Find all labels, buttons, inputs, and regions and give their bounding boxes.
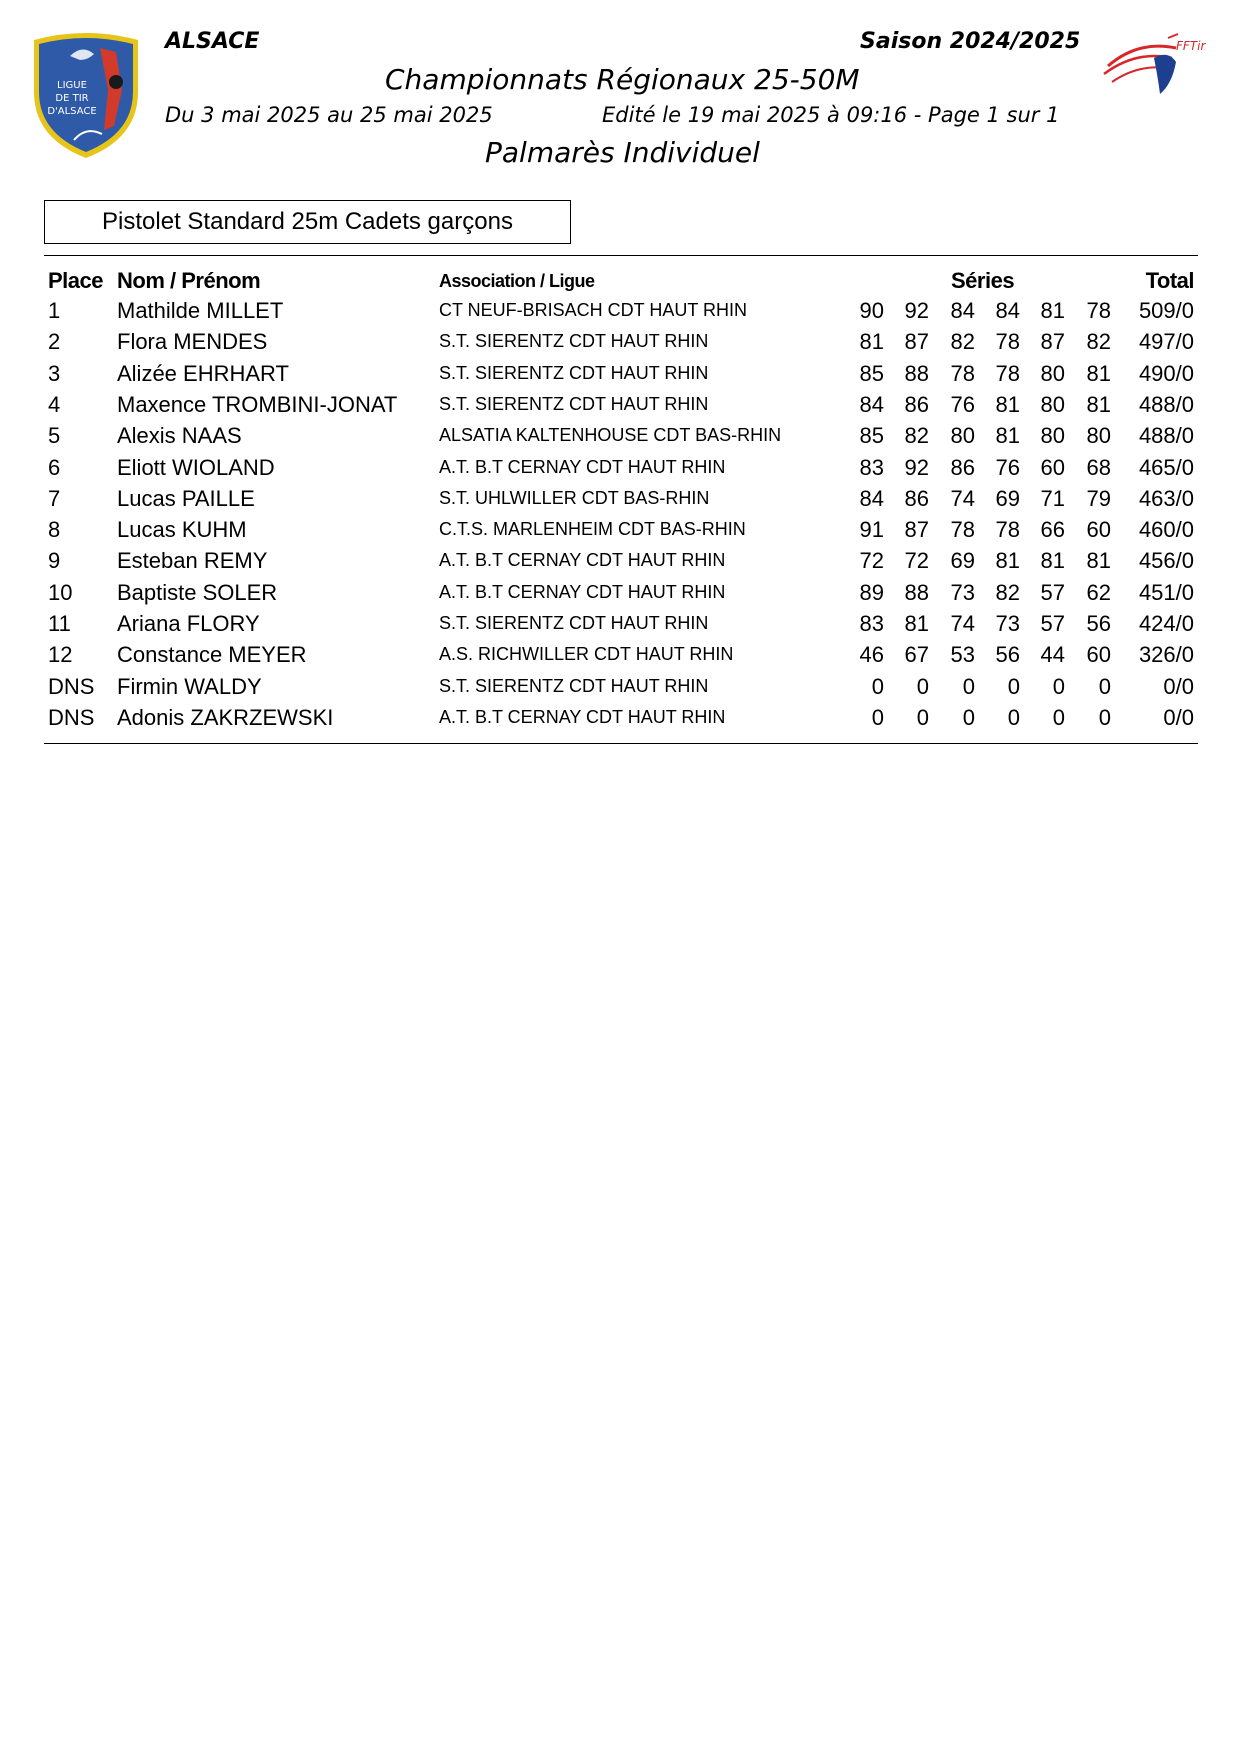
cell-association: ALSATIA KALTENHOUSE CDT BAS-RHIN (439, 425, 782, 446)
cell-series-4: 81 (995, 423, 1020, 449)
cell-series-6: 81 (1086, 548, 1111, 574)
cell-total: 509/0 (1138, 298, 1194, 323)
ligue-de-tir-alsace-logo (30, 30, 142, 160)
cell-series-3: 74 (950, 611, 975, 636)
cell-place: 1 (48, 298, 61, 323)
cell-place: 8 (48, 517, 61, 543)
cell-series-2: 86 (904, 485, 929, 511)
cell-association: S.T. SIERENTZ CDT HAUT RHIN (439, 613, 709, 633)
cell-series-1: 83 (859, 611, 884, 636)
cell-series-5: 87 (1040, 329, 1065, 355)
cell-total: 463/0 (1138, 485, 1194, 511)
cell-association: S.T. SIERENTZ CDT HAUT RHIN (439, 331, 709, 352)
cell-total: 456/0 (1138, 548, 1194, 574)
table-row (0, 580, 1242, 611)
table-row (0, 705, 1242, 736)
cell-series-6: 81 (1086, 391, 1111, 417)
cell-series-2: 0 (916, 704, 929, 730)
cell-series-3: 0 (962, 673, 975, 699)
cell-place: DNS (48, 673, 95, 699)
cell-series-2: 87 (904, 329, 929, 355)
cell-series-1: 90 (859, 298, 884, 323)
cell-series-1: 72 (859, 548, 884, 574)
cell-place: DNS (48, 704, 95, 730)
cell-series-2: 87 (904, 517, 929, 543)
cell-association: C.T.S. MARLENHEIM CDT BAS-RHIN (439, 519, 746, 540)
table-row (0, 361, 1242, 392)
cell-series-1: 0 (871, 704, 884, 730)
cell-total: 0/0 (1163, 673, 1194, 699)
cell-place: 2 (48, 329, 61, 355)
cell-series-6: 68 (1086, 454, 1111, 480)
cell-series-6: 0 (1098, 704, 1111, 730)
cell-series-2: 67 (904, 642, 929, 668)
cell-series-1: 91 (859, 517, 884, 543)
region-label: ALSACE (165, 29, 260, 54)
cell-series-5: 66 (1040, 517, 1065, 543)
cell-association: A.S. RICHWILLER CDT HAUT RHIN (439, 644, 734, 665)
cell-series-6: 82 (1086, 329, 1111, 355)
cell-series-6: 81 (1086, 360, 1111, 386)
cell-series-6: 60 (1086, 517, 1111, 543)
cell-name: Eliott WIOLAND (117, 454, 275, 480)
table-row (0, 548, 1242, 579)
cell-place: 7 (48, 485, 61, 511)
season-label: Saison 2024/2025 (860, 29, 1081, 54)
cell-series-5: 80 (1040, 423, 1065, 449)
cell-series-5: 57 (1040, 579, 1065, 605)
cell-association: S.T. SIERENTZ CDT HAUT RHIN (439, 393, 709, 414)
cell-name: Alizée EHRHART (117, 360, 289, 386)
cell-series-3: 73 (950, 579, 975, 605)
cell-series-6: 78 (1086, 298, 1111, 323)
cell-series-3: 78 (950, 360, 975, 386)
cell-association: S.T. SIERENTZ CDT HAUT RHIN (439, 362, 709, 383)
cell-series-2: 88 (904, 579, 929, 605)
table-row (0, 674, 1242, 705)
cell-place: 6 (48, 454, 61, 480)
table-row (0, 423, 1242, 454)
table-row (0, 329, 1242, 360)
cell-total: 490/0 (1138, 360, 1194, 386)
cell-name: Mathilde MILLET (117, 298, 284, 323)
cell-series-4: 78 (995, 517, 1020, 543)
cell-series-4: 78 (995, 329, 1020, 355)
cell-series-5: 60 (1040, 454, 1065, 480)
event-dates: Du 3 mai 2025 au 25 mai 2025 (165, 103, 493, 127)
cell-association: CT NEUF-BRISACH CDT HAUT RHIN (439, 300, 748, 320)
cell-series-2: 72 (904, 548, 929, 574)
cell-name: Firmin WALDY (117, 673, 262, 699)
cell-series-5: 80 (1040, 360, 1065, 386)
table-row (0, 642, 1242, 673)
cell-series-1: 81 (859, 329, 884, 355)
cell-total: 460/0 (1138, 517, 1194, 543)
header-series: Séries (951, 268, 1015, 293)
cell-name: Maxence TROMBINI-JONAT (117, 391, 398, 417)
cell-series-2: 92 (904, 298, 929, 323)
cell-series-3: 84 (950, 298, 975, 323)
cell-association: A.T. B.T CERNAY CDT HAUT RHIN (439, 581, 726, 602)
cell-name: Flora MENDES (117, 329, 268, 355)
table-top-rule (44, 255, 1198, 256)
cell-series-4: 56 (995, 642, 1020, 668)
cell-series-1: 85 (859, 423, 884, 449)
cell-series-3: 82 (950, 329, 975, 355)
cell-name: Adonis ZAKRZEWSKI (117, 704, 334, 730)
cell-series-1: 84 (859, 391, 884, 417)
category-title: Pistolet Standard 25m Cadets garçons (44, 200, 571, 244)
cell-total: 488/0 (1138, 423, 1194, 449)
cell-series-5: 81 (1040, 548, 1065, 574)
cell-series-6: 79 (1086, 485, 1111, 511)
cell-total: 0/0 (1163, 704, 1194, 730)
cell-place: 11 (48, 611, 71, 636)
cell-name: Baptiste SOLER (117, 579, 278, 605)
cell-series-4: 0 (1007, 673, 1020, 699)
table-row (0, 517, 1242, 548)
cell-name: Lucas KUHM (117, 517, 247, 543)
cell-series-1: 84 (859, 485, 884, 511)
cell-series-4: 69 (995, 485, 1020, 511)
cell-series-2: 86 (904, 391, 929, 417)
cell-name: Esteban REMY (117, 548, 268, 574)
cell-name: Ariana FLORY (117, 611, 260, 636)
event-title: Championnats Régionaux 25-50M (385, 63, 860, 96)
logo-left-text-2: DE TIR (55, 93, 89, 104)
table-row (0, 486, 1242, 517)
cell-series-3: 53 (950, 642, 975, 668)
cell-series-3: 69 (950, 548, 975, 574)
edition-info: Edité le 19 mai 2025 à 09:16 - Page 1 sur 1 (602, 103, 1060, 127)
cell-place: 3 (48, 360, 61, 386)
header-association: Association / Ligue (439, 271, 595, 291)
table-row (0, 611, 1242, 642)
cell-association: S.T. UHLWILLER CDT BAS-RHIN (439, 487, 710, 508)
cell-name: Alexis NAAS (117, 423, 242, 449)
cell-series-5: 71 (1040, 485, 1065, 511)
logo-left-text-3: D'ALSACE (47, 106, 97, 117)
cell-total: 497/0 (1138, 329, 1194, 355)
table-row (0, 392, 1242, 423)
cell-series-5: 0 (1052, 704, 1065, 730)
table-bottom-rule (44, 743, 1198, 744)
cell-place: 10 (48, 579, 73, 605)
cell-series-6: 60 (1086, 642, 1111, 668)
cell-series-3: 0 (962, 704, 975, 730)
cell-series-3: 78 (950, 517, 975, 543)
cell-place: 4 (48, 391, 61, 417)
cell-total: 488/0 (1138, 391, 1194, 417)
cell-series-2: 0 (916, 673, 929, 699)
page-subtitle: Palmarès Individuel (485, 136, 760, 169)
cell-series-2: 82 (904, 423, 929, 449)
cell-series-5: 80 (1040, 391, 1065, 417)
cell-name: Constance MEYER (117, 642, 307, 668)
table-row (0, 298, 1242, 329)
logo-right-text: FFTir (1176, 39, 1206, 53)
cell-series-4: 81 (995, 548, 1020, 574)
cell-association: S.T. SIERENTZ CDT HAUT RHIN (439, 675, 709, 696)
cell-series-1: 46 (859, 642, 884, 668)
cell-total: 465/0 (1138, 454, 1194, 480)
cell-association: A.T. B.T CERNAY CDT HAUT RHIN (439, 550, 726, 571)
cell-series-4: 76 (995, 454, 1020, 480)
cell-association: A.T. B.T CERNAY CDT HAUT RHIN (439, 706, 726, 727)
cell-series-4: 0 (1007, 704, 1020, 730)
cell-series-2: 92 (904, 454, 929, 480)
cell-series-3: 76 (950, 391, 975, 417)
cell-place: 5 (48, 423, 61, 449)
cell-series-1: 0 (871, 673, 884, 699)
cell-total: 326/0 (1138, 642, 1194, 668)
cell-series-6: 56 (1086, 611, 1111, 636)
cell-series-4: 81 (995, 391, 1020, 417)
logo-left-text-1: LIGUE (57, 80, 87, 91)
cell-series-5: 44 (1040, 642, 1065, 668)
cell-series-1: 89 (859, 579, 884, 605)
cell-series-1: 83 (859, 454, 884, 480)
cell-series-3: 74 (950, 485, 975, 511)
fftir-logo (1098, 28, 1214, 102)
cell-series-3: 86 (950, 454, 975, 480)
cell-series-4: 73 (995, 611, 1020, 636)
cell-series-1: 85 (859, 360, 884, 386)
cell-series-5: 57 (1040, 611, 1065, 636)
cell-place: 9 (48, 548, 61, 574)
cell-series-5: 0 (1052, 673, 1065, 699)
cell-series-6: 80 (1086, 423, 1111, 449)
cell-series-3: 80 (950, 423, 975, 449)
cell-place: 12 (48, 642, 73, 668)
header-total: Total (1145, 268, 1194, 293)
cell-series-6: 62 (1086, 579, 1111, 605)
cell-series-4: 78 (995, 360, 1020, 386)
table-row (0, 455, 1242, 486)
header-name: Nom / Prénom (117, 268, 261, 293)
cell-series-5: 81 (1040, 298, 1065, 323)
cell-series-4: 82 (995, 579, 1020, 605)
cell-association: A.T. B.T CERNAY CDT HAUT RHIN (439, 456, 726, 477)
header-place: Place (48, 268, 103, 293)
cell-total: 451/0 (1138, 579, 1194, 605)
cell-series-2: 88 (904, 360, 929, 386)
cell-series-6: 0 (1098, 673, 1111, 699)
cell-series-2: 81 (904, 611, 929, 636)
cell-series-4: 84 (995, 298, 1020, 323)
cell-total: 424/0 (1138, 611, 1194, 636)
cell-name: Lucas PAILLE (117, 485, 255, 511)
